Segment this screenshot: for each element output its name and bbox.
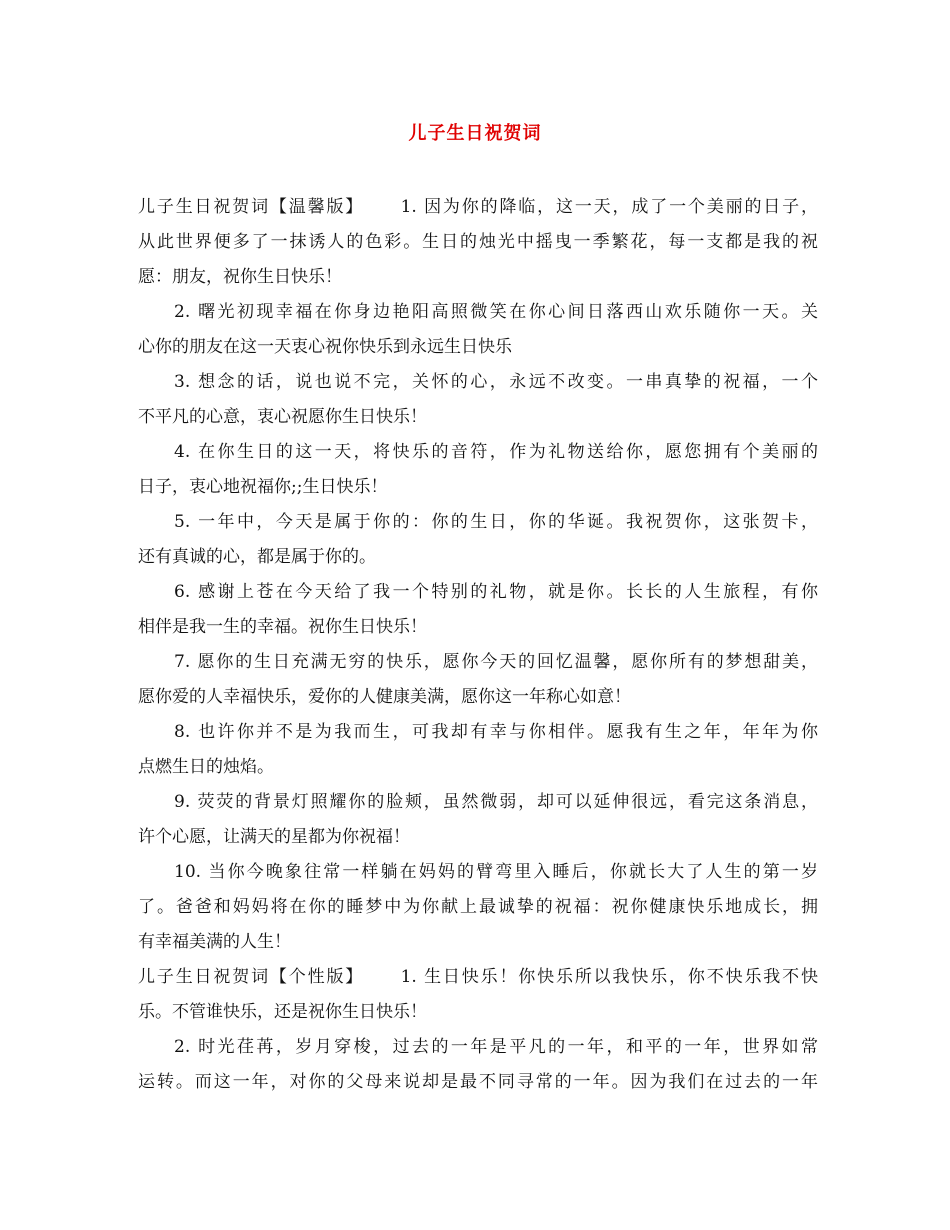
text-line: 许个心愿，让满天的星都为你祝福！ [138, 827, 410, 847]
text-line: 4. 在你生日的这一天，将快乐的音符，作为礼物送给你，愿您拥有个美丽的 [174, 442, 818, 462]
text-line: 9. 荧荧的背景灯照耀你的脸颊，虽然微弱，却可以延伸很远，看完这条消息， [174, 792, 818, 812]
text-line: 愿你爱的人幸福快乐，爱你的人健康美满，愿你这一年称心如意！ [138, 687, 631, 707]
text-line: 点燃生日的烛焰。 [138, 757, 274, 777]
text-line: 8. 也许你并不是为我而生，可我却有幸与你相伴。愿我有生之年，年年为你 [174, 722, 818, 742]
text-line: 儿子生日祝贺词【温馨版】 1. 因为你的降临，这一天，成了一个美丽的日子， [138, 197, 818, 217]
text-line: 相伴是我一生的幸福。祝你生日快乐！ [138, 617, 427, 637]
text-line: 儿子生日祝贺词【个性版】 1. 生日快乐！你快乐所以我快乐，你不快乐我不快 [138, 967, 818, 987]
text-line: 不平凡的心意，衷心祝愿你生日快乐！ [138, 407, 427, 427]
text-line: 愿：朋友，祝你生日快乐！ [138, 267, 342, 287]
text-line: 2. 时光荏苒，岁月穿梭，过去的一年是平凡的一年，和平的一年，世界如常 [174, 1037, 818, 1057]
text-line: 有幸福美满的人生！ [138, 932, 291, 952]
text-line: 3. 想念的话，说也说不完，关怀的心，永远不改变。一串真挚的祝福，一个 [174, 372, 818, 392]
document-body [138, 190, 818, 1100]
text-line: 日子，衷心地祝福你;;生日快乐！ [138, 477, 388, 497]
text-line: 从此世界便多了一抹诱人的色彩。生日的烛光中摇曳一季繁花，每一支都是我的祝 [138, 232, 818, 252]
text-line: 6. 感谢上苍在今天给了我一个特别的礼物，就是你。长长的人生旅程，有你 [174, 582, 818, 602]
text-line: 乐。不管谁快乐，还是祝你生日快乐！ [138, 1002, 427, 1022]
text-line: 10. 当你今晚象往常一样躺在妈妈的臂弯里入睡后，你就长大了人生的第一岁 [174, 862, 818, 882]
text-line: 2. 曙光初现幸福在你身边艳阳高照微笑在你心间日落西山欢乐随你一天。关 [174, 302, 818, 322]
text-line: 5. 一年中，今天是属于你的：你的生日，你的华诞。我祝贺你，这张贺卡， [174, 512, 818, 532]
text-line: 心你的朋友在这一天衷心祝你快乐到永远生日快乐 [138, 337, 512, 357]
document-title: 儿子生日祝贺词 [408, 123, 542, 144]
text-line: 7. 愿你的生日充满无穷的快乐，愿你今天的回忆温馨，愿你所有的梦想甜美， [174, 652, 818, 672]
text-line: 运转。而这一年，对你的父母来说却是最不同寻常的一年。因为我们在过去的一年 [138, 1072, 818, 1092]
text-line: 了。爸爸和妈妈将在你的睡梦中为你献上最诚挚的祝福：祝你健康快乐地成长，拥 [138, 897, 818, 917]
text-line: 还有真诚的心，都是属于你的。 [138, 547, 376, 567]
